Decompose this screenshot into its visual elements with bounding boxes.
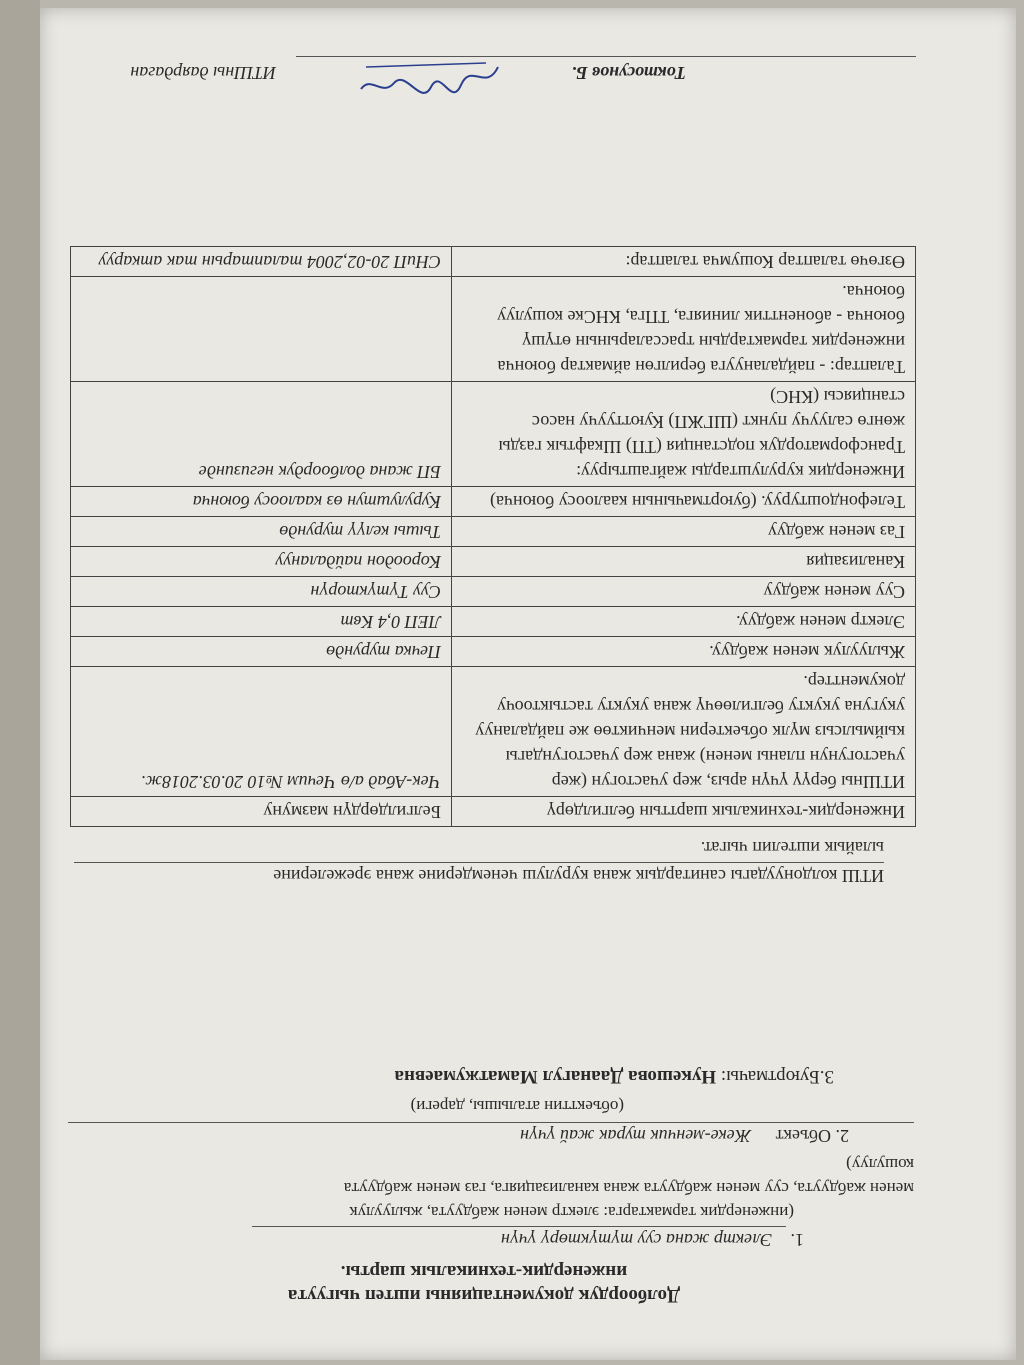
row-value-cell [71, 247, 452, 277]
document-title [164, 1259, 804, 1307]
header-right: Белгилдөрдүн мазмуну [71, 797, 452, 827]
item-1-value: Электр жана суу түтүктөрү үчүн [252, 1226, 786, 1253]
row-condition: Өзгөчө талаптар Кошумча талаптар: [452, 247, 916, 277]
table-row [71, 382, 916, 487]
item-2-label: 2. Объект [775, 1126, 849, 1146]
row-condition: ИТШны берүү үчүн арыз, жер участогун (жер участогунун планы менен) жана жер участогундагы кыймылсыз мүлк объектерин менчиктөө же пайдалануу укугуна укукту белгилөөчү жана укукту тастыктоочу документтер. [452, 667, 916, 797]
signer-name: Токтосунов Б. [571, 63, 686, 83]
row-value-cell [71, 667, 452, 797]
customer-label: 3.Буюртмачы: [720, 1066, 834, 1087]
header-left: Инженердик-техникалык шарттын белгилдөрү [452, 797, 916, 827]
row-value: Чек-Абад а/ө Чечим №10 20.03.2018ж. [140, 772, 441, 792]
item-2-rule [68, 1122, 914, 1123]
row-value-cell [71, 277, 452, 382]
table-row [71, 247, 916, 277]
row-condition: Талаптар: - пайдаланууга берилгөн аймактар боюнча инженердик тармактардын трассаларынын өтүшү боюнча - абоненттик линияга, ТПга, КНСке кошулуу боюнча. [452, 277, 916, 382]
item-2-value: Жеке-менчик турак жай үчүн [171, 1122, 771, 1149]
table-row [71, 547, 916, 577]
customer-name: Нукешова Даанагул Маматжумаевна [394, 1066, 717, 1087]
table-row [71, 517, 916, 547]
row-value-cell [71, 607, 452, 637]
row-value: БП жана долбоордук негизинде [198, 462, 441, 482]
row-condition: Жылуулук менен жабдуу. [452, 637, 916, 667]
table-row [71, 637, 916, 667]
row-value: Суу Түтүкторүн [310, 582, 441, 602]
title-line-1: Долбоордук документацияны иштеп чыгуута [287, 1285, 681, 1306]
table-row [71, 277, 916, 382]
item-1-hint-3: кошулуу) [846, 1155, 914, 1174]
row-condition: Газ менен жабдуу [452, 517, 916, 547]
signature-block [70, 47, 916, 97]
item-1-number: 1. [790, 1230, 804, 1250]
row-value-cell [71, 577, 452, 607]
signature-rule [296, 56, 916, 57]
row-condition: Телефондоштуруу. (буюртмачынын каалоосу боюнча) [452, 487, 916, 517]
item-3 [394, 1063, 834, 1089]
item-1 [252, 1226, 804, 1253]
title-line-2: инженердик-техникалык шарты. [340, 1261, 628, 1282]
item-2-hint: (объекттин аталышы, дареги) [410, 1097, 624, 1116]
table-row [71, 667, 916, 797]
intro-line-2: ылайык иштелип чыгат. [700, 838, 884, 858]
row-condition: Канализация [452, 547, 916, 577]
row-value: Печка турундө [326, 642, 441, 662]
table-row [71, 577, 916, 607]
row-value-cell [71, 547, 452, 577]
intro-line-1: ИТШ колдонуудагы санитардык жана курулуш ченемдерине жана эрежелерине [74, 862, 884, 889]
row-value: СНиП 20-02,2004 талаптарын так аткаруу [98, 252, 441, 272]
row-value: ЛЕП 0,4 Квт [340, 612, 441, 632]
row-value-cell [71, 382, 452, 487]
row-condition: Электр менен жабдуу. [452, 607, 916, 637]
conditions-table [70, 246, 916, 827]
table-row [71, 607, 916, 637]
row-value-cell [71, 487, 452, 517]
item-1-hint-1: (инженердик тармактарга: электр менен жабдуута, жылуулук [349, 1203, 794, 1222]
item-1-hint-2: менен жабдуута, суу менен жабдуута жана канализацияга, газ менен жабдуута [343, 1179, 914, 1198]
row-value: Короодон пайдалануу [275, 552, 441, 572]
row-value: Курулуштун өз каалоосу боюнча [192, 492, 441, 512]
table-header-row [71, 797, 916, 827]
row-condition: Суу менен жабдуу [452, 577, 916, 607]
row-condition: Инженердик курулуштарды жайгаштыруу: Трансформатордук подстанция (ТП) Шкафтык газды жөнгө салуучу пункт (ШГЖП) Куюттуучу насос станциясы (КНС) [452, 382, 916, 487]
item-2 [171, 1122, 849, 1149]
row-value-cell [71, 637, 452, 667]
row-value: Тышы келүү турундө [279, 522, 441, 542]
table-row [71, 487, 916, 517]
signature-label: ИТШны даярдаган [130, 63, 276, 83]
adjacent-page-edge [0, 0, 40, 1365]
handwritten-signature-icon [356, 57, 506, 97]
row-value-cell [71, 517, 452, 547]
